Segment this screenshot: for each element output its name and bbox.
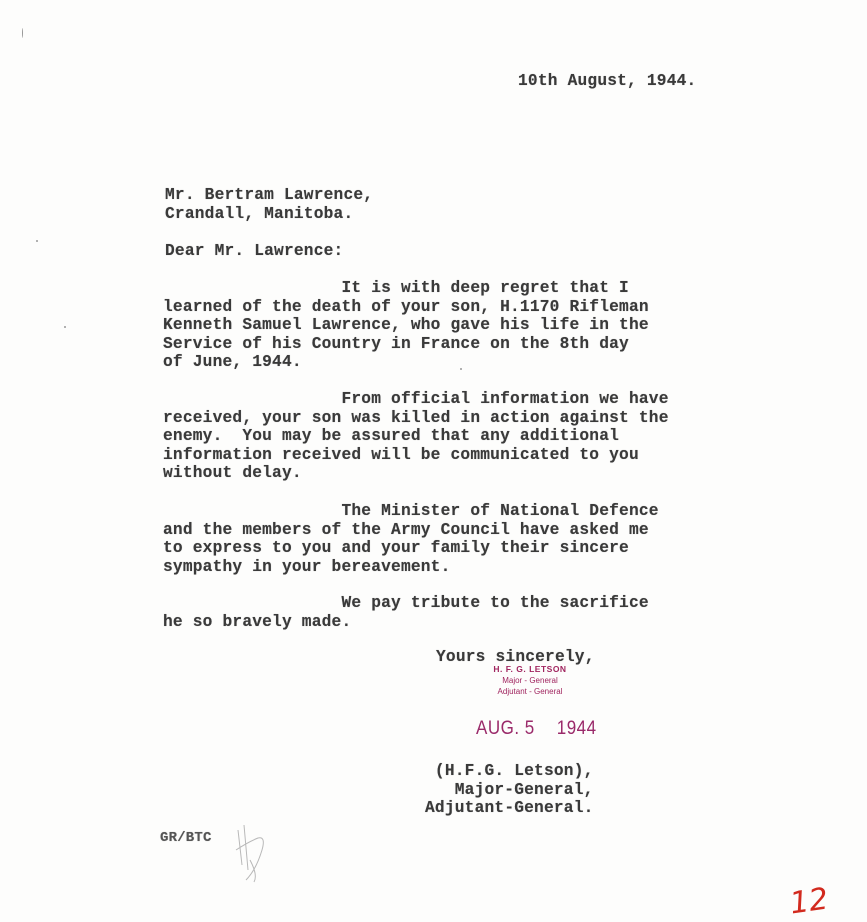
reference-initials: GR/BTC bbox=[160, 830, 212, 846]
stamp-month-day: AUG. 5 bbox=[476, 716, 535, 739]
handwritten-initials-icon bbox=[228, 820, 278, 890]
paragraph-official-information bbox=[163, 390, 669, 483]
stamp-year: 1944 bbox=[556, 716, 597, 739]
paragraph-minister-sympathy bbox=[163, 502, 659, 576]
stamp-name: H. F. G. LETSON bbox=[493, 664, 567, 674]
paragraph-line: information received will be communicated to you bbox=[163, 445, 639, 464]
paragraph-line: It is with deep regret that I bbox=[163, 279, 629, 297]
paper-speck bbox=[22, 28, 23, 38]
recipient-address bbox=[165, 186, 373, 223]
salutation: Dear Mr. Lawrence: bbox=[165, 242, 344, 260]
recipient-name: Mr. Bertram Lawrence, bbox=[165, 186, 374, 204]
paragraph-line: learned of the death of your son, H.1170 Rifleman bbox=[163, 297, 649, 316]
paragraph-line: sympathy in your bereavement. bbox=[163, 557, 451, 576]
paragraph-line: he so bravely made. bbox=[163, 612, 352, 631]
paragraph-tribute bbox=[163, 594, 649, 631]
paper-speck bbox=[460, 368, 462, 370]
recipient-location: Crandall, Manitoba. bbox=[165, 204, 354, 223]
paragraph-condolence bbox=[163, 279, 649, 372]
letter-date: 10th August, 1944. bbox=[518, 72, 697, 90]
paragraph-line: enemy. You may be assured that any additional bbox=[163, 427, 620, 445]
paragraph-line: and the members of the Army Council have asked me bbox=[163, 520, 649, 539]
signatory-block bbox=[425, 762, 594, 818]
signatory-name: (H.F.G. Letson), bbox=[434, 762, 594, 780]
paragraph-line: to express to you and your family their sincere bbox=[163, 539, 629, 557]
paragraph-line: Kenneth Samuel Lawrence, who gave his life in the bbox=[163, 316, 649, 334]
paragraph-line: without delay. bbox=[163, 464, 302, 482]
paragraph-line: Service of his Country in France on the 8th day bbox=[163, 334, 629, 353]
stamp-rank: Major - General bbox=[502, 676, 558, 685]
paragraph-line: received, your son was killed in action against the bbox=[163, 408, 669, 427]
paragraph-line: of June, 1944. bbox=[163, 353, 302, 371]
signatory-title: Adjutant-General. bbox=[425, 799, 594, 817]
closing: Yours sincerely, bbox=[436, 648, 595, 666]
stamp-title: Adjutant - General bbox=[497, 687, 563, 696]
signature-stamp bbox=[470, 664, 590, 697]
paper-speck bbox=[36, 240, 38, 242]
paragraph-line: From official information we have bbox=[163, 390, 669, 408]
received-date-stamp bbox=[476, 717, 597, 740]
paper-speck bbox=[64, 326, 66, 328]
paragraph-line: The Minister of National Defence bbox=[163, 502, 659, 520]
paragraph-line: We pay tribute to the sacrifice bbox=[163, 594, 649, 612]
signatory-rank: Major-General, bbox=[454, 780, 594, 799]
page-number-annotation: 12 bbox=[787, 881, 831, 922]
